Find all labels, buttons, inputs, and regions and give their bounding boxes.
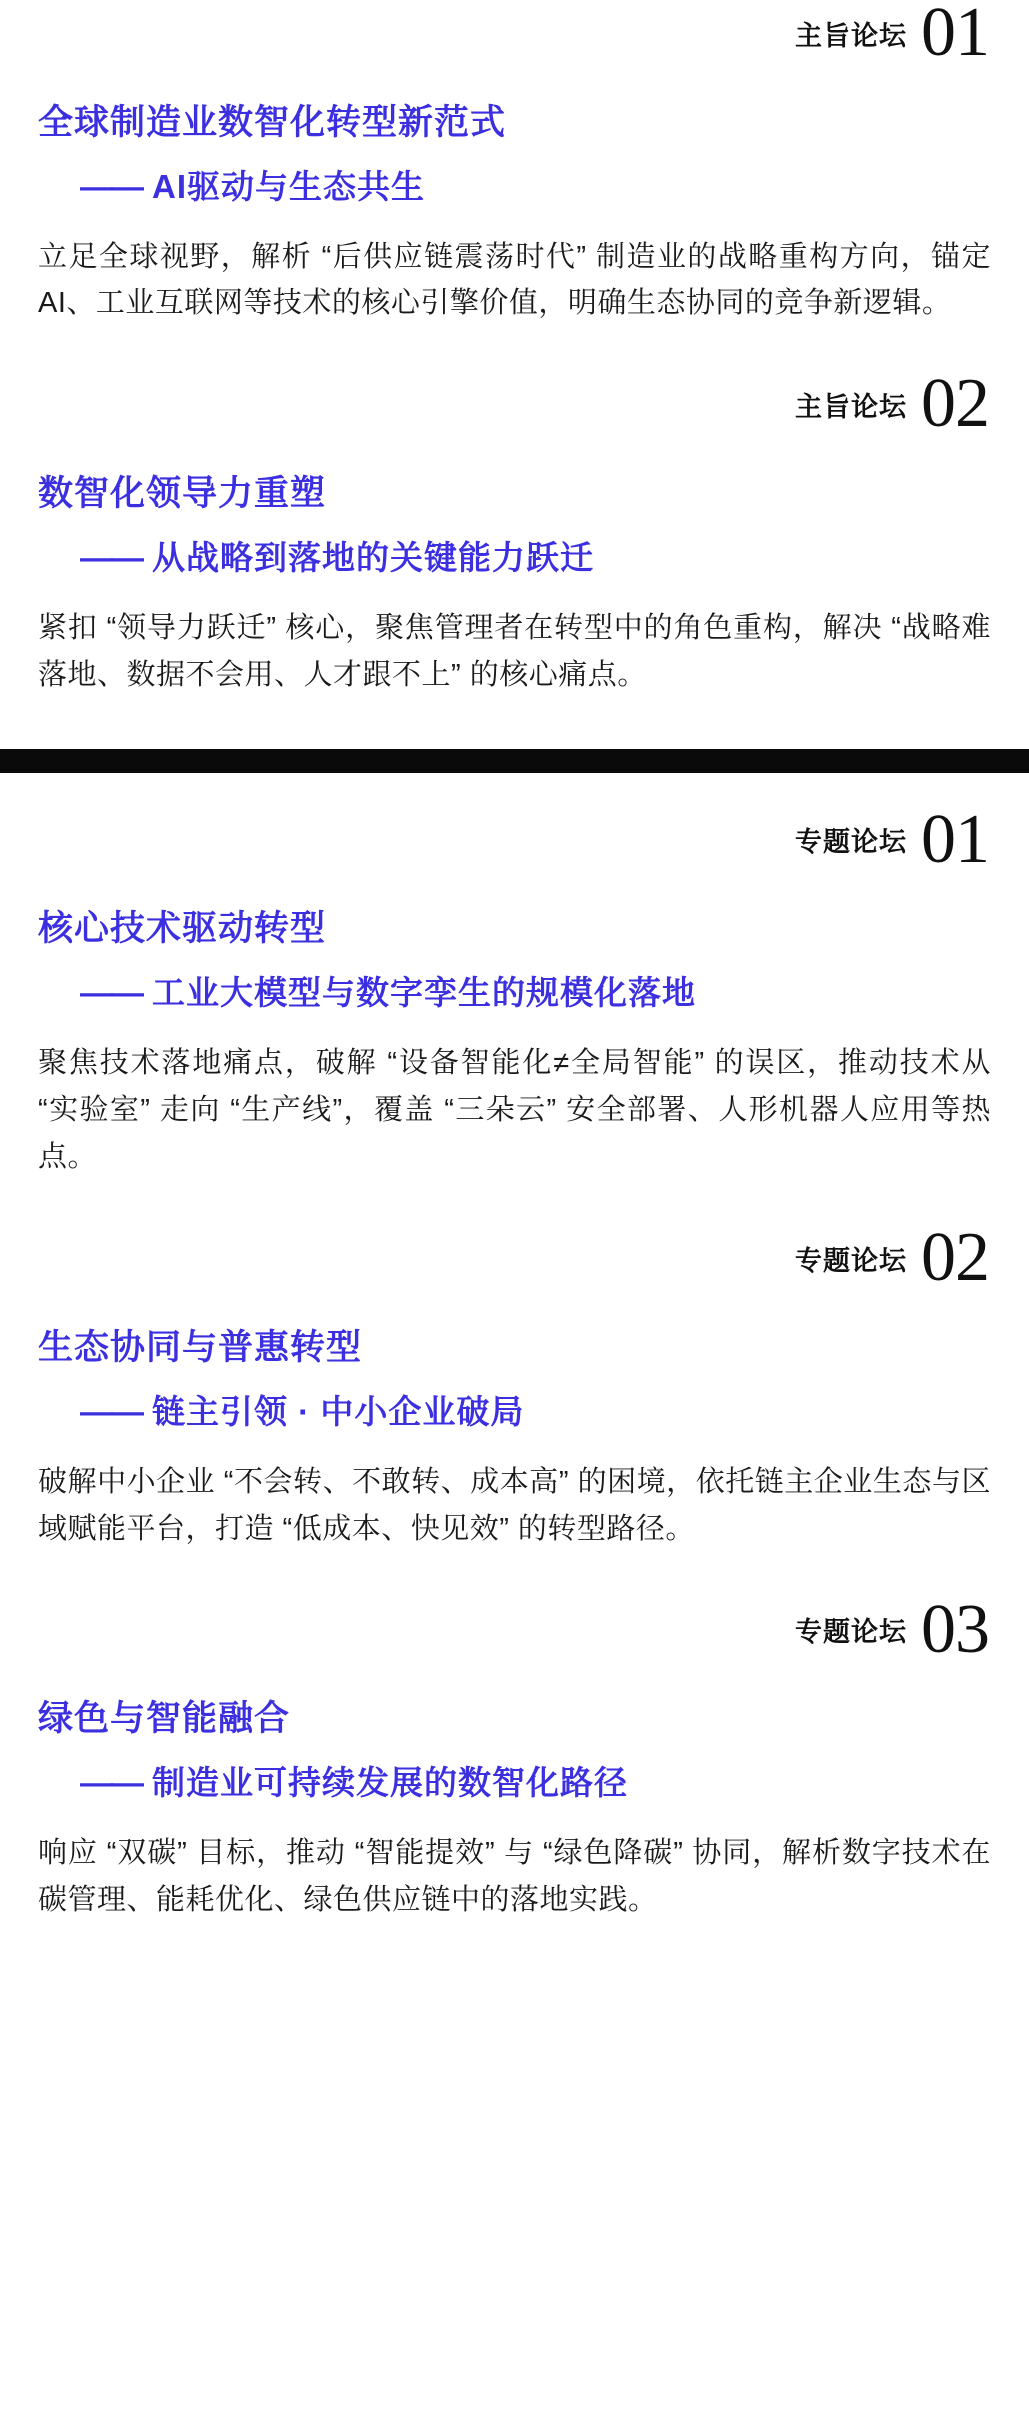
block-body: 紧扣 “领导力跃迁” 核心，聚焦管理者在转型中的角色重构，解决 “战略难落地、数据不会用、人才跟不上” 的核心痛点。 (38, 611, 991, 691)
section-keynote-forum (0, 0, 1029, 709)
em-dash-prefix: —— (80, 538, 142, 576)
section-header (38, 1219, 991, 1297)
block-subtitle (38, 967, 991, 1014)
block-subtitle-text: 链主引领 · 中小企业破局 (152, 1392, 525, 1430)
section-thematic-forum (0, 800, 1029, 1974)
em-dash-prefix: —— (80, 974, 142, 1012)
agenda-block (38, 365, 991, 708)
forum-label: 专题论坛 (795, 1617, 907, 1648)
block-body: 破解中小企业 “不会转、不敢转、成本高” 的困境，依托链主企业生态与区域赋能平台，打造 “低成本、快见效” 的转型路径。 (38, 1465, 991, 1545)
section-header (38, 365, 991, 443)
block-body: 立足全球视野，解析 “后供应链震荡时代” 制造业的战略重构方向，锚定 AI、工业互联网等技术的核心引擎价值，明确生态协同的竞争新逻辑。 (38, 240, 991, 320)
agenda-block (38, 800, 991, 1191)
forum-number: 02 (921, 1219, 989, 1297)
section-header (38, 0, 991, 71)
forum-label: 主旨论坛 (795, 20, 907, 51)
block-title: 核心技术驱动转型 (38, 909, 327, 949)
forum-number: 01 (921, 800, 989, 878)
em-dash-prefix: —— (80, 1764, 142, 1802)
agenda-block (38, 0, 991, 337)
block-title: 数智化领导力重塑 (38, 473, 327, 513)
block-subtitle (38, 161, 991, 208)
block-subtitle (38, 1386, 991, 1433)
forum-number: 03 (921, 1590, 989, 1668)
forum-label: 专题论坛 (795, 1245, 907, 1276)
block-subtitle (38, 532, 991, 579)
em-dash-prefix: —— (80, 167, 142, 205)
forum-number: 01 (921, 0, 989, 71)
block-title: 生态协同与普惠转型 (38, 1327, 363, 1367)
block-subtitle-text: AI驱动与生态共生 (152, 167, 425, 205)
block-body: 聚焦技术落地痛点，破解 “设备智能化≠全局智能” 的误区，推动技术从 “实验室” 走向 “生产线”，覆盖 “三朵云” 安全部署、人形机器人应用等热点。 (38, 1047, 991, 1174)
block-subtitle-text: 从战略到落地的关键能力跃迁 (152, 538, 594, 576)
block-subtitle (38, 1757, 991, 1804)
section-header (38, 1590, 991, 1668)
section-header (38, 800, 991, 878)
block-title: 绿色与智能融合 (38, 1699, 291, 1739)
block-title: 全球制造业数智化转型新范式 (38, 102, 507, 142)
agenda-block (38, 1219, 991, 1562)
forum-number: 02 (921, 365, 989, 443)
block-spacer (38, 1563, 991, 1597)
block-subtitle-text: 制造业可持续发展的数智化路径 (152, 1764, 628, 1802)
forum-label: 专题论坛 (795, 827, 907, 858)
em-dash-prefix: —— (80, 1392, 142, 1430)
bottom-spacer (38, 1934, 991, 1974)
forum-label: 主旨论坛 (795, 391, 907, 422)
section-divider (0, 749, 1029, 773)
block-spacer (38, 337, 991, 371)
agenda-block (38, 1590, 991, 1934)
block-subtitle-text: 工业大模型与数字孪生的规模化落地 (152, 974, 696, 1012)
block-body: 响应 “双碳” 目标，推动 “智能提效” 与 “绿色降碳” 协同，解析数字技术在碳管理、能耗优化、绿色供应链中的落地实践。 (38, 1837, 991, 1917)
block-spacer (38, 1191, 991, 1225)
